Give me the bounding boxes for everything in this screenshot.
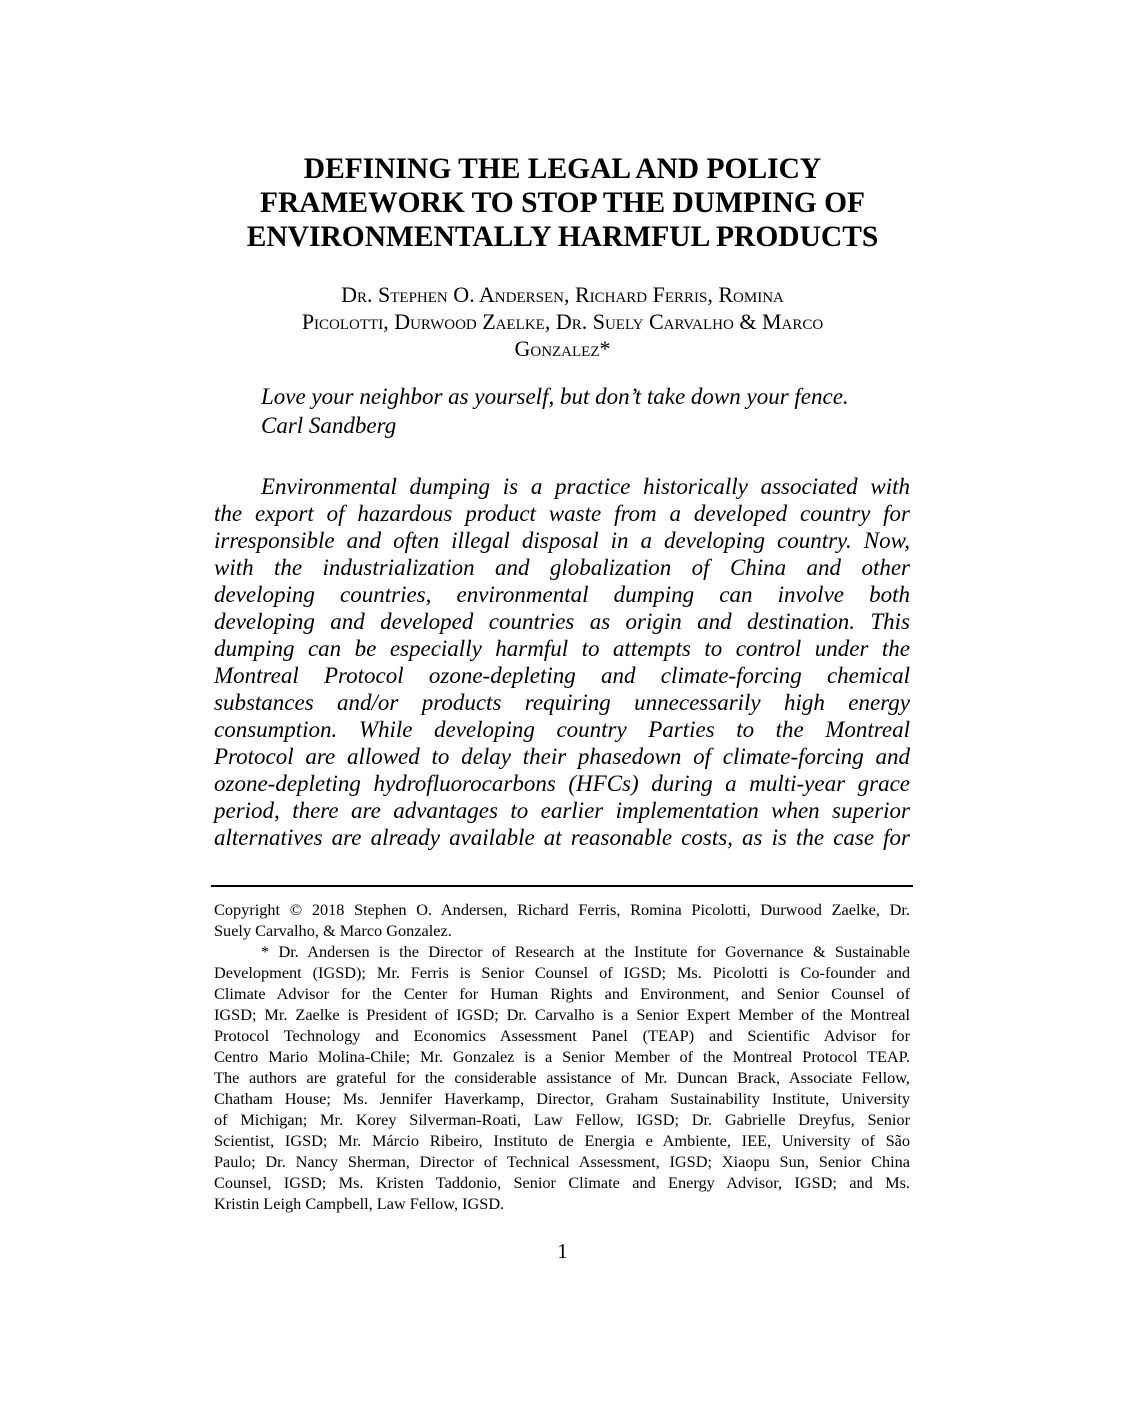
- abstract-line: Protocol are allowed to delay their phasedown of climate-forcing and: [214, 744, 910, 769]
- article-title: [160, 152, 965, 254]
- title-line: ENVIRONMENTALLY HARMFUL PRODUCTS: [246, 221, 879, 253]
- abstract-line: the export of hazardous product waste from a developed country for: [214, 501, 910, 526]
- footnotes: [214, 899, 910, 1214]
- abstract-line: developing countries, environmental dumping can involve both: [214, 582, 910, 607]
- footnote-line: Development (IGSD); Mr. Ferris is Senior Counsel of IGSD; Ms. Picolotti is Co-founder and: [214, 963, 910, 982]
- abstract-line: dumping can be especially harmful to attempts to control under the: [214, 636, 910, 661]
- footnote-line: of Michigan; Mr. Korey Silverman-Roati, Law Fellow, IGSD; Dr. Gabrielle Dreyfus, Senior: [214, 1110, 910, 1129]
- page-number: 1: [557, 1239, 568, 1263]
- abstract-line: consumption. While developing country Parties to the Montreal: [214, 717, 910, 742]
- footnote-line: Copyright © 2018 Stephen O. Andersen, Richard Ferris, Romina Picolotti, Durwood Zaelke, Dr.: [214, 900, 910, 919]
- author-line: Gonzalez*: [514, 336, 611, 361]
- footnote-divider: [211, 885, 913, 887]
- author-line: Picolotti, Durwood Zaelke, Dr. Suely Carvalho & Marco: [301, 309, 824, 334]
- epigraph-attribution: Carl Sandberg: [261, 413, 397, 438]
- footnote-line: Suely Carvalho, & Marco Gonzalez.: [214, 921, 452, 940]
- epigraph-quote: Love your neighbor as yourself, but don’t take down your fence.: [261, 384, 849, 409]
- footnote-line: Centro Mario Molina-Chile; Mr. Gonzalez is a Senior Member of the Montreal Protocol TEAP.: [214, 1047, 910, 1066]
- author-line: Dr. Stephen O. Andersen, Richard Ferris, Romina: [341, 282, 784, 307]
- abstract-line: Environmental dumping is a practice historically associated with: [261, 474, 910, 499]
- abstract-paragraph: [214, 473, 910, 851]
- footnote-line: Protocol Technology and Economics Assessment Panel (TEAP) and Scientific Advisor for: [214, 1026, 910, 1045]
- footnote-line: Kristin Leigh Campbell, Law Fellow, IGSD.: [214, 1194, 505, 1213]
- abstract-line: with the industrialization and globalization of China and other: [214, 555, 910, 580]
- abstract-line: period, there are advantages to earlier implementation when superior: [214, 798, 910, 823]
- title-line: DEFINING THE LEGAL AND POLICY: [303, 153, 822, 185]
- footnote-line: Scientist, IGSD; Mr. Márcio Ribeiro, Instituto de Energia e Ambiente, IEE, University of São: [214, 1131, 910, 1150]
- abstract-line: developing and developed countries as origin and destination. This: [214, 609, 910, 634]
- author-note-footnote: [214, 941, 910, 1214]
- author-list: [150, 281, 975, 362]
- abstract-line: substances and/or products requiring unnecessarily high energy: [214, 690, 910, 715]
- abstract-line: ozone-depleting hydrofluorocarbons (HFCs) during a multi-year grace: [214, 771, 910, 796]
- title-line: FRAMEWORK TO STOP THE DUMPING OF: [259, 187, 866, 219]
- epigraph: [261, 382, 941, 440]
- abstract-line: Montreal Protocol ozone-depleting and climate-forcing chemical: [214, 663, 910, 688]
- footnote-line: IGSD; Mr. Zaelke is President of IGSD; Dr. Carvalho is a Senior Expert Member of the Montreal: [214, 1005, 910, 1024]
- footnote-line: Chatham House; Ms. Jennifer Haverkamp, Director, Graham Sustainability Institute, University: [214, 1089, 910, 1108]
- footnote-line: * Dr. Andersen is the Director of Research at the Institute for Governance & Sustainable: [261, 942, 910, 961]
- footnote-line: Paulo; Dr. Nancy Sherman, Director of Technical Assessment, IGSD; Xiaopu Sun, Senior China: [214, 1152, 910, 1171]
- abstract-line: irresponsible and often illegal disposal in a developing country. Now,: [214, 528, 910, 553]
- footnote-line: Counsel, IGSD; Ms. Kristen Taddonio, Senior Climate and Energy Advisor, IGSD; and Ms.: [214, 1173, 910, 1192]
- abstract-line: alternatives are already available at reasonable costs, as is the case for: [214, 825, 910, 850]
- footnote-line: Climate Advisor for the Center for Human Rights and Environment, and Senior Counsel of: [214, 984, 910, 1003]
- copyright-footnote: [214, 899, 910, 941]
- footnote-line: The authors are grateful for the considerable assistance of Mr. Duncan Brack, Associate Fellow,: [214, 1068, 910, 1087]
